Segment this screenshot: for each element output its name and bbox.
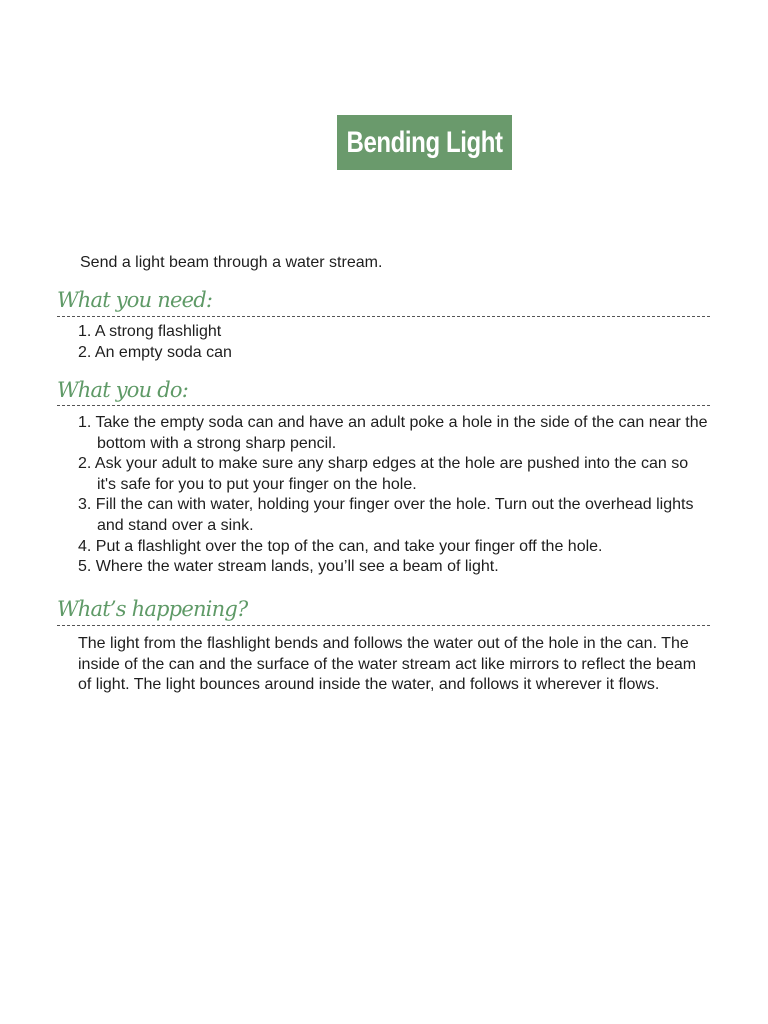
whats-happening-heading: What’s happening? (57, 597, 248, 621)
list-item: 1. Take the empty soda can and have an adult poke a hole in the side of the can near the bottom with a strong sharp pencil. (78, 414, 708, 452)
dashed-divider (57, 405, 710, 406)
list-item: 2. An empty soda can (78, 343, 232, 361)
intro-text: Send a light beam through a water stream. (80, 254, 383, 271)
page-title: Bending Light (346, 125, 503, 159)
list-item: 4. Put a flashlight over the top of the can, and take your finger off the hole. (78, 537, 603, 555)
title-banner (337, 115, 512, 170)
what-you-need-heading: What you need: (57, 288, 213, 312)
steps-list (78, 413, 708, 578)
what-you-do-heading: What you do: (57, 378, 189, 402)
list-item: 5. Where the water stream lands, you’ll see a beam of light. (78, 558, 499, 576)
list-item: 1. A strong flashlight (78, 323, 222, 340)
materials-list (78, 322, 708, 363)
list-item: 3. Fill the can with water, holding your finger over the hole. Turn out the overhead lights and stand over a sink. (78, 496, 694, 534)
list-item: 2. Ask your adult to make sure any sharp edges at the hole are pushed into the can so it's safe for you to put your finger on the hole. (78, 455, 689, 493)
dashed-divider (57, 316, 710, 317)
explanation-paragraph: The light from the flashlight bends and follows the water out of the hole in the can. The inside of the can and the surface of the water stream act like mirrors to reflect the beam of light. The light bounces around inside the water, and follows it wherever it flows. (78, 635, 697, 694)
dashed-divider (57, 625, 710, 626)
